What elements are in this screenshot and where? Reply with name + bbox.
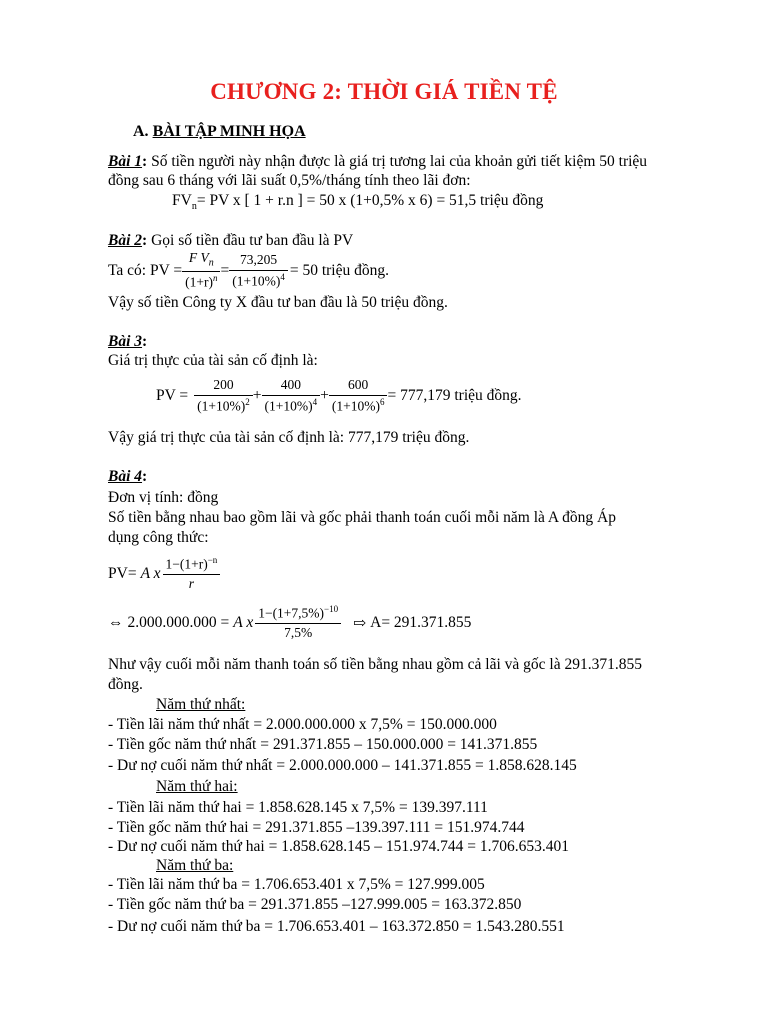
bai1-line2: đồng sau 6 tháng với lãi suất 0,5%/tháng tính theo lãi đơn: [108,172,471,189]
bai2-eq: = [220,262,230,279]
year3-line3: - Dư nợ cuối năm thứ ba = 1.706.653.401 – 163.372.850 = 1.543.280.551 [108,918,565,935]
bai2-label: Bài 2 [108,232,143,249]
year2-line2: - Tiền gốc năm thứ hai = 291.371.855 –139.397.111 = 151.974.744 [108,819,525,836]
bai4-heading [108,469,147,485]
bai3-formula [156,374,522,418]
bai4-eq2-arrow2: ⇨ [353,614,367,632]
bai3-term2-sup: 4 [312,396,318,407]
section-label: BÀI TẬP MINH HỌA [152,123,306,140]
year3-heading: Năm thứ ba: [156,857,234,874]
year2-line1: - Tiền lãi năm thứ hai = 1.858.628.145 x 7,5% = 139.397.111 [108,799,488,816]
bai2-frac2-den-sup: 4 [280,271,285,282]
bai3-term2-den: (1+10%) [264,398,313,414]
bai3-intro: Giá trị thực của tài sản cố định là: [108,352,318,369]
bai1-label: Bài 1 [108,153,143,170]
bai3-term3-sup: 6 [379,396,385,407]
bai2-frac1-num-sub: n [208,258,214,270]
bai2-fraction-2 [229,253,288,289]
year1-line2: - Tiền gốc năm thứ nhất = 291.371.855 – 150.000.000 = 141.371.855 [108,736,538,753]
bai1-formula-rest: = PV x [ 1 + r.n ] = 50 x (1+0,5% x 6) = 51,5 triệu đồng [196,192,544,209]
bai2-frac1-den: (1+r) [185,274,213,290]
bai3-term1-num: 200 [194,378,253,396]
bai3-term-3 [329,378,388,414]
bai4-pv-fraction [163,556,221,592]
bai4-line2: dụng công thức: [108,529,209,546]
bai3-term-1 [194,378,253,414]
bai3-term3-den: (1+10%) [331,398,380,414]
bai2-colon: : [142,232,148,249]
bai3-conclusion: Vậy giá trị thực của tài sản cố định là: 777,179 triệu đồng. [108,429,470,446]
section-prefix: A. [133,123,149,140]
bai2-text: Gọi số tiền đầu tư ban đầu là PV [147,232,354,249]
bai4-summary-line2: đồng. [108,676,143,693]
bai3-label: Bài 3 [108,333,143,350]
year1-heading: Năm thứ nhất: [156,696,246,713]
bai1-text1: Số tiền người này nhận được là giá trị tương lai của khoản gửi tiết kiệm 50 triệu [147,153,648,170]
bai2-line1 [108,233,353,249]
bai3-term-2 [262,378,321,414]
bai4-eq2-num-sup: −10 [324,603,339,614]
bai2-formula [108,249,389,293]
bai4-pv-den: r [188,576,195,592]
bai2-conclusion: Vậy số tiền Công ty X đầu tư ban đầu là 50 triệu đồng. [108,294,448,311]
bai4-eq2-result: A= 291.371.855 [370,614,472,631]
bai4-eq2-num: 1−(1+7,5%) [258,605,325,621]
bai3-plus-2: + [320,387,329,404]
bai4-eq2-lhs: 2.000.000.000 = [127,614,230,631]
bai1-line1 [108,154,647,170]
bai3-term1-den: (1+10%) [197,398,246,414]
year1-line1: - Tiền lãi năm thứ nhất = 2.000.000.000 x 7,5% = 150.000.000 [108,716,497,733]
bai3-heading [108,334,147,350]
bai2-taco: Ta có: PV = [108,262,183,279]
bai1-formula [172,193,543,212]
bai1-formula-lhs: FV [172,192,192,209]
bai2-frac2-num: 73,205 [229,253,288,271]
year3-line2: - Tiền gốc năm thứ ba = 291.371.855 –127.999.005 = 163.372.850 [108,896,522,913]
bai4-eq2-den: 7,5% [284,625,313,641]
bai2-frac2-den: (1+10%) [232,273,281,289]
bai4-ax: A x [140,565,161,582]
section-heading [133,124,306,140]
year2-line3: - Dư nợ cuối năm thứ hai = 1.858.628.145 – 151.974.744 = 1.706.653.401 [108,838,569,855]
chapter-title: CHƯƠNG 2: THỜI GIÁ TIỀN TỆ [210,79,558,104]
bai2-fraction-1 [182,251,220,290]
year2-heading: Năm thứ hai: [156,778,238,795]
bai4-colon: : [142,468,148,485]
bai4-eq2-ax: A x [233,614,254,631]
bai2-frac1-den-sup: n [212,273,218,284]
bai3-term1-sup: 2 [245,396,250,407]
bai1-colon: : [142,153,148,170]
bai3-plus-1: + [252,387,262,404]
bai4-eq2-fraction [255,605,341,641]
bai3-colon: : [142,333,148,350]
bai4-label: Bài 4 [108,468,143,485]
bai4-line1: Số tiền bằng nhau bao gồm lãi và gốc phải thanh toán cuối mỗi năm là A đồng Áp [108,509,616,526]
bai2-frac1-num: F V [188,250,209,266]
bai4-pv-num: 1−(1+r) [165,556,208,572]
bai3-term3-num: 600 [329,378,388,396]
bai4-eq2-arrow: ⇔ [108,614,124,631]
year3-line1: - Tiền lãi năm thứ ba = 1.706.653.401 x 7,5% = 127.999.005 [108,876,485,893]
bai3-term2-num: 400 [262,378,321,396]
bai4-pv-lhs: PV= [108,565,137,582]
bai4-unit: Đơn vị tính: đồng [108,489,219,506]
bai4-pv-num-sup: −n [207,554,218,565]
bai2-result: = 50 triệu đồng. [289,262,389,279]
bai3-pv: PV = [156,387,189,404]
bai4-equation-2 [108,601,471,645]
year1-line3: - Dư nợ cuối năm thứ nhất = 2.000.000.000 – 141.371.855 = 1.858.628.145 [108,757,577,774]
bai4-summary-line1: Như vậy cuối mỗi năm thanh toán số tiền bằng nhau gồm cả lãi và gốc là 291.371.855 [108,656,642,673]
bai1-formula-sub: n [191,201,197,213]
bai3-result: = 777,179 triệu đồng. [387,387,522,404]
bai4-pv-formula [108,552,220,596]
